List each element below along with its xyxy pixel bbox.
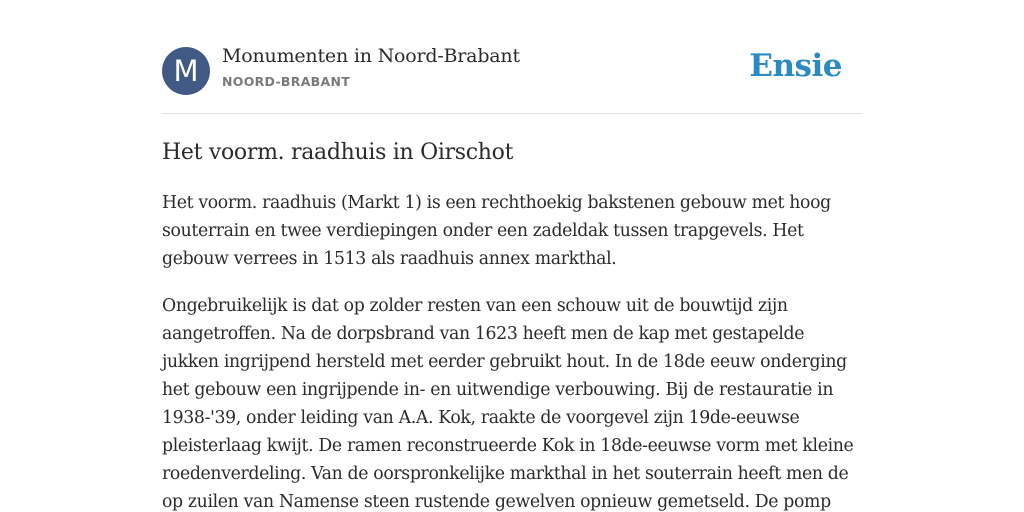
- source-header: [162, 0, 862, 114]
- article-paragraph-2: Ongebruikelijk is dat op zolder resten van een schouw uit de bouwtijd zijn aangetroffen. Na de dorpsbrand van 1623 heeft men de kap met gestapelde jukken ingrijpend hersteld met eerder gebruikt hout. In de 18de eeuw onderging het gebouw een ingrijpende in- en uitwendige verbouwing. Bij de restauratie in 1938-'39, onder leiding van A.A. Kok, raakte de voorgevel zijn 19de-eeuwse pleisterlaag kwijt. De ramen reconstrueerde Kok in 18de-eeuwse vorm met kleine roedenverdeling. Van de oorspronkelijke markthal in het souterrain heeft men de op zuilen van Namense steen rustende gewelven opnieuw gemetseld. De pomp: [162, 296, 854, 512]
- article-title: Het voorm. raadhuis in Oirschot: [162, 140, 514, 165]
- source-region: NOORD-BRABANT: [222, 74, 351, 89]
- article-paragraph-1: Het voorm. raadhuis (Markt 1) is een rechthoekig bakstenen gebouw met hoog souterrain en twee verdiepingen onder een zadeldak tussen trapgevels. Het gebouw verrees in 1513 als raadhuis annex markthal.: [162, 193, 831, 269]
- brand-logo[interactable]: Ensie: [749, 48, 842, 84]
- article-container: [162, 0, 862, 512]
- source-title-link[interactable]: Monumenten in Noord-Brabant: [222, 45, 520, 67]
- avatar[interactable]: M: [162, 47, 210, 95]
